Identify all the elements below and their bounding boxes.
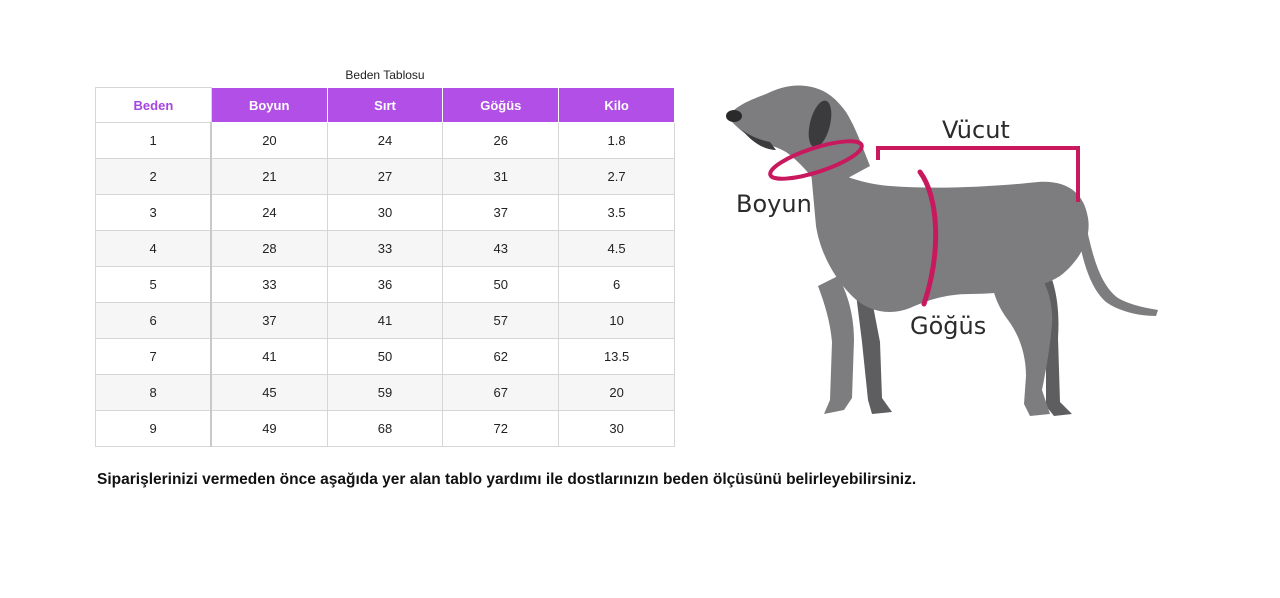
table-cell: 67 xyxy=(443,375,559,411)
table-cell: 20 xyxy=(211,123,327,159)
table-cell: 72 xyxy=(443,411,559,447)
dog-measurement-figure xyxy=(720,80,1170,440)
size-table xyxy=(95,87,675,447)
column-header-gogus: Göğüs xyxy=(443,88,559,123)
table-cell: 27 xyxy=(327,159,443,195)
body-length-label: Vücut xyxy=(942,116,1010,144)
table-cell: 45 xyxy=(211,375,327,411)
chest-label: Göğüs xyxy=(910,312,987,340)
column-header-beden: Beden xyxy=(96,88,212,123)
table-cell: 1.8 xyxy=(559,123,675,159)
table-cell: 30 xyxy=(559,411,675,447)
table-cell: 4 xyxy=(96,231,212,267)
table-row xyxy=(96,195,675,231)
table-cell: 36 xyxy=(327,267,443,303)
table-cell: 5 xyxy=(96,267,212,303)
table-cell: 24 xyxy=(211,195,327,231)
table-cell: 28 xyxy=(211,231,327,267)
column-header-kilo: Kilo xyxy=(559,88,675,123)
table-cell: 20 xyxy=(559,375,675,411)
neck-label: Boyun xyxy=(736,190,812,218)
table-cell: 4.5 xyxy=(559,231,675,267)
table-cell: 26 xyxy=(443,123,559,159)
table-cell: 7 xyxy=(96,339,212,375)
table-cell: 6 xyxy=(96,303,212,339)
table-body xyxy=(96,123,675,447)
column-header-sirt: Sırt xyxy=(327,88,443,123)
size-guide-note: Siparişlerinizi vermeden önce aşağıda yer alan tablo yardımı ile dostlarınızın beden ölçüsünü belirleyebilirsiniz. xyxy=(97,471,917,488)
table-row xyxy=(96,267,675,303)
table-cell: 62 xyxy=(443,339,559,375)
table-cell: 41 xyxy=(327,303,443,339)
table-caption: Beden Tablosu xyxy=(345,68,425,82)
table-header-row xyxy=(96,88,675,123)
table-cell: 6 xyxy=(559,267,675,303)
table-cell: 24 xyxy=(327,123,443,159)
table-cell: 33 xyxy=(211,267,327,303)
table-cell: 2 xyxy=(96,159,212,195)
table-row xyxy=(96,303,675,339)
table-cell: 31 xyxy=(443,159,559,195)
table-cell: 2.7 xyxy=(559,159,675,195)
table-cell: 10 xyxy=(559,303,675,339)
table-row xyxy=(96,231,675,267)
table-cell: 50 xyxy=(327,339,443,375)
table-cell: 13.5 xyxy=(559,339,675,375)
table-cell: 37 xyxy=(443,195,559,231)
dog-nose xyxy=(726,110,742,122)
table-cell: 33 xyxy=(327,231,443,267)
table-cell: 37 xyxy=(211,303,327,339)
table-cell: 3 xyxy=(96,195,212,231)
table-cell: 57 xyxy=(443,303,559,339)
table-cell: 49 xyxy=(211,411,327,447)
table-row xyxy=(96,339,675,375)
table-row xyxy=(96,375,675,411)
column-header-boyun: Boyun xyxy=(211,88,327,123)
table-cell: 41 xyxy=(211,339,327,375)
table-row xyxy=(96,123,675,159)
table-cell: 50 xyxy=(443,267,559,303)
table-cell: 3.5 xyxy=(559,195,675,231)
table-cell: 43 xyxy=(443,231,559,267)
table-row xyxy=(96,411,675,447)
table-cell: 1 xyxy=(96,123,212,159)
table-row xyxy=(96,159,675,195)
table-cell: 21 xyxy=(211,159,327,195)
table-cell: 68 xyxy=(327,411,443,447)
table-cell: 30 xyxy=(327,195,443,231)
table-cell: 9 xyxy=(96,411,212,447)
table-cell: 8 xyxy=(96,375,212,411)
table-cell: 59 xyxy=(327,375,443,411)
dog-near-front-leg xyxy=(818,276,854,414)
dog-tail xyxy=(1077,220,1158,316)
